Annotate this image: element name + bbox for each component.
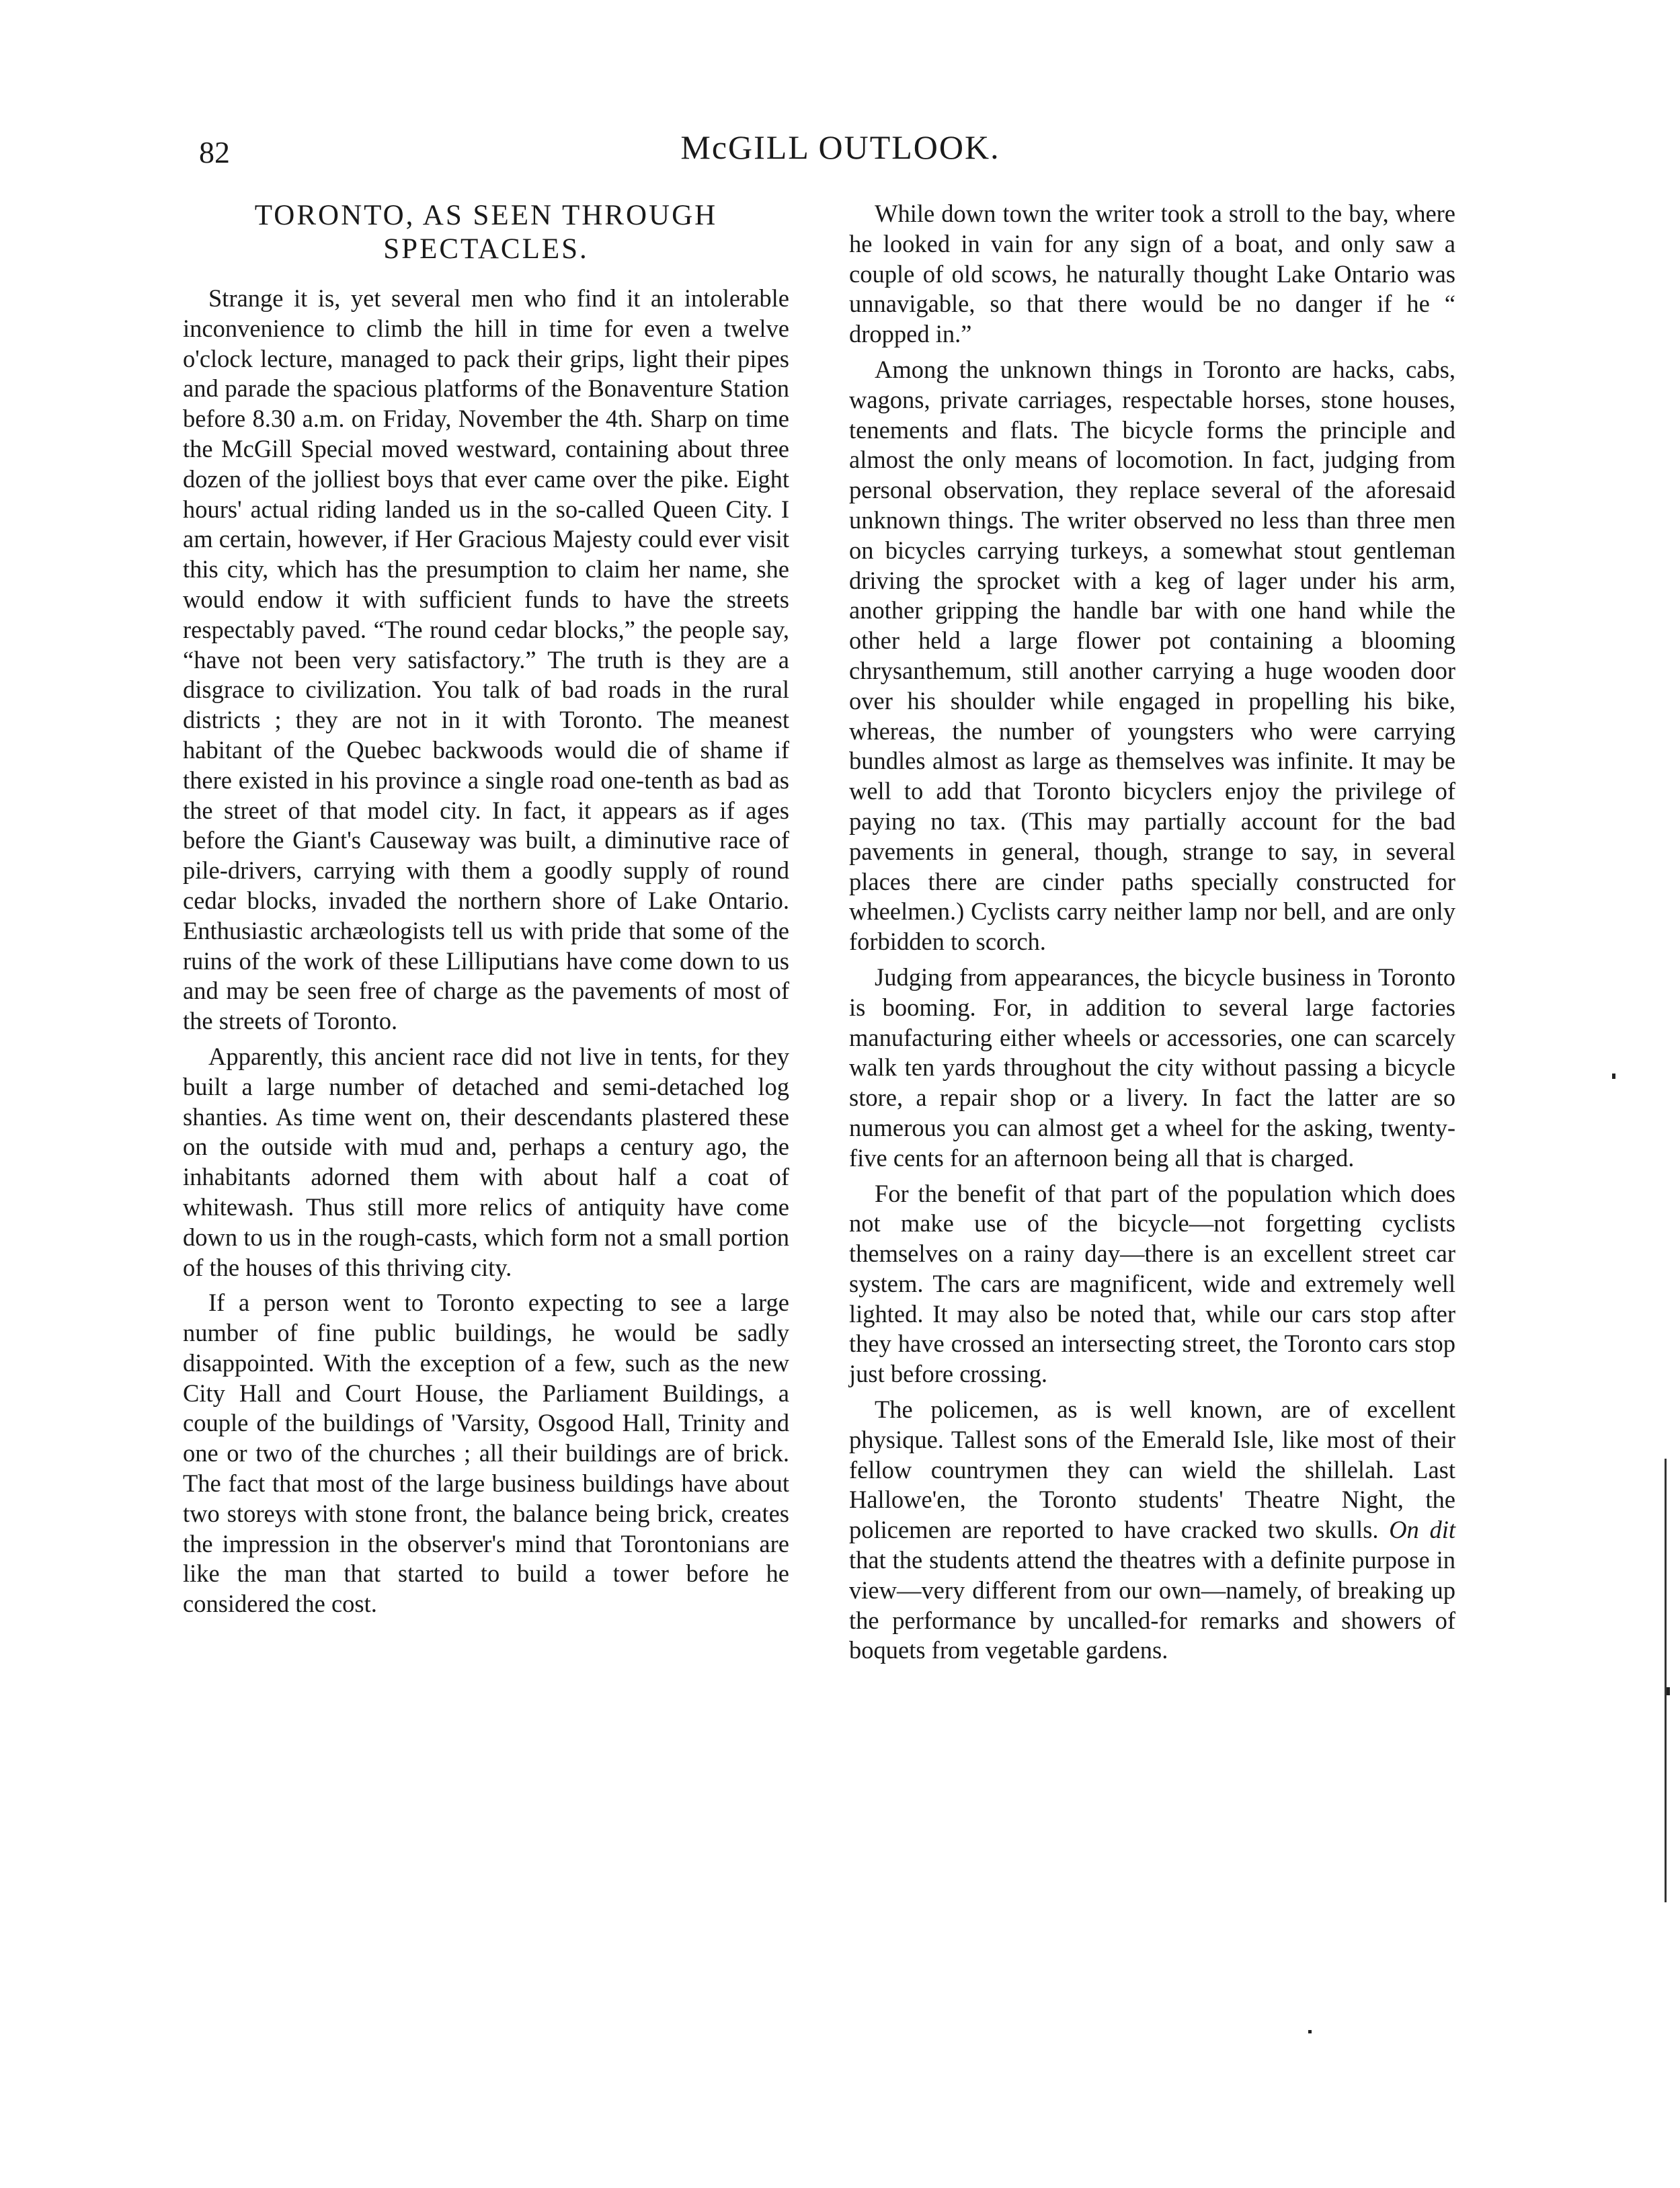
right-column	[849, 199, 1455, 1671]
last-paragraph-text: that the students attend the theatres with a definite purpose in view—very different from our own—namely, of breaking up the performance by uncalled-for remarks and showers of boquets from vegetable gardens.	[849, 1546, 1455, 1664]
scan-edge-rule	[1665, 1459, 1667, 1902]
italic-phrase: On dit	[1389, 1516, 1455, 1544]
paragraph: If a person went to Toronto expecting to see a large number of fine public buildings, he would be sadly disappointed. With the exception of a few, such as the new City Hall and Court House, the Parliament Buildings, a couple of the buildings of 'Varsity, Osgood Hall, Trinity and one or two of the churches ; all their buildings are of brick. The fact that most of the large business buildings have about two storeys with stone front, the balance being brick, creates the impression in the observer's mind that Torontonians are like the man that started to build a tower before he considered the cost.	[183, 1289, 789, 1618]
running-head: McGILL OUTLOOK.	[680, 128, 1000, 166]
paragraph: While down town the writer took a stroll to the bay, where he looked in vain for any sign of a boat, and only saw a couple of old scows, he naturally thought Lake Ontario was unnavigable, so that there would be no danger if he “ dropped in.”	[849, 200, 1455, 348]
paragraph: For the benefit of that part of the population which does not make use of the bicycle—not forgetting cyclists themselves on a rainy day—there is an excellent street car system. The cars are magnificent, wide and extremely well lighted. It may also be noted that, while our cars stop after they have crossed an intersecting street, the Toronto cars stop just before crossing.	[849, 1179, 1455, 1388]
margin-speck	[1612, 1073, 1615, 1079]
left-column	[183, 199, 789, 1625]
page-number: 82	[199, 135, 230, 169]
paragraph: Among the unknown things in Toronto are hacks, cabs, wagons, private carriages, respectable horses, stone houses, tenements and flats. The bicycle forms the principle and almost the only means of locomotion. In fact, judging from personal observation, they replace several of the aforesaid unknown things. The writer observed no less than three men on bicycles carrying turkeys, a somewhat stout gentleman driving the sprocket with a keg of lager under his arm, another gripping the handle bar with one hand while the other held a large flower pot containing a blooming chrysanthemum, still another carrying a huge wooden door over his shoulder while engaged in propelling his bike, whereas, the number of youngsters who were carrying bundles almost as large as themselves was infinite. It may be well to add that Toronto bicyclers enjoy the privilege of paying no tax. (This may partially account for the bad pavements in general, though, strange to say, in several places there are cinder paths specially constructed for wheelmen.) Cyclists carry neither lamp nor bell, and are only forbidden to scorch.	[849, 355, 1455, 956]
margin-speck	[1308, 2030, 1312, 2033]
paragraph: Apparently, this ancient race did not live in tents, for they built a large number of detached and semi-detached log shanties. As time went on, their descendants plastered these on the outside with mud and, perhaps a century ago, the inhabitants adorned them with about half a coat of whitewash. Thus still more relics of antiquity have come down to us in the rough-casts, which form not a small portion of the houses of this thriving city.	[183, 1042, 789, 1281]
paragraph: Judging from appearances, the bicycle business in Toronto is booming. For, in addition to several large factories manufacturing either wheels or accessories, one can scarcely walk ten yards throughout the city without passing a bicycle store, a repair shop or a livery. In fact the latter are so numerous you can almost get a wheel for the asking, twenty-five cents for an afternoon being all that is charged.	[849, 963, 1455, 1172]
paragraph: Strange it is, yet several men who find it an intolerable inconvenience to climb the hill in time for even a twelve o'clock lecture, managed to pack their grips, light their pipes and parade the spacious platforms of the Bonaventure Station before 8.30 a.m. on Friday, November the 4th. Sharp on time the McGill Special moved westward, containing about three dozen of the jolliest boys that ever came over the pike. Eight hours' actual riding landed us in the so-called Queen City. I am certain, however, if Her Gracious Majesty could ever visit this city, which has the presumption to claim her name, she would endow it with sufficient funds to have the streets respectably paved. “The round cedar blocks,” the people say, “have not been very satisfactory.” The truth is they are a disgrace to civilization. You talk of bad roads in the rural districts ; they are not in it with Toronto. The meanest habitant of the Quebec backwoods would die of shame if there existed in his province a single road one-tenth as bad as the street of that model city. In fact, it appears as if ages before the Giant's Causeway was built, a diminutive race of pile-drivers, carrying with them a goodly supply of round cedar blocks, invaded the northern shore of Lake Ontario. Enthusiastic archæologists tell us with pride that some of the ruins of the work of these Lilliputians have come down to us and may be seen free of charge as the pavements of most of the streets of Toronto.	[183, 284, 789, 1035]
last-paragraph	[849, 1395, 1455, 1666]
last-paragraph-text: The policemen, as is well known, are of excellent physique. Tallest sons of the Emerald Isle, like most of their fellow countrymen they can wield the shillelah. Last Hallowe'en, the Toronto students' Theatre Night, the policemen are reported to have cracked two skulls.	[849, 1395, 1455, 1544]
article-title: TORONTO, AS SEEN THROUGH SPECTACLES.	[254, 200, 718, 265]
